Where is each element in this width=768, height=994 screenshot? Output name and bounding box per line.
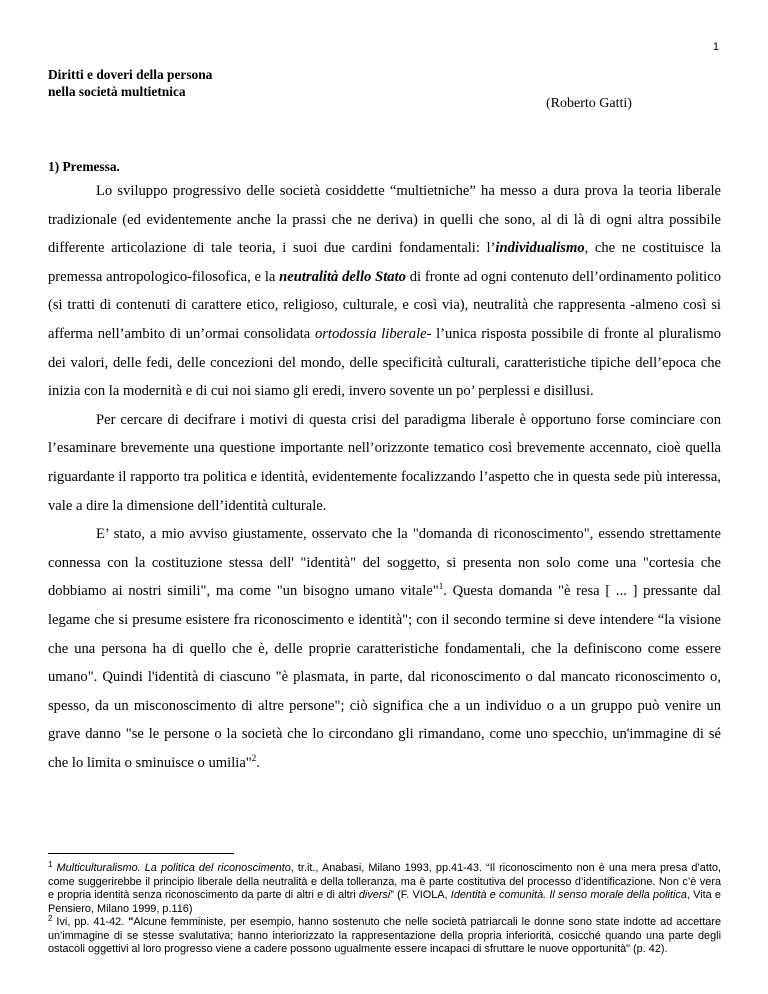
footnote-1-italic-3: Identità e comunità. Il senso morale della politica — [450, 889, 687, 901]
author-name: (Roberto Gatti) — [546, 96, 632, 111]
p1-text-2: , che ne costituisce la premessa antropologico-filosofica, e la — [48, 240, 721, 285]
document-title — [48, 66, 212, 100]
paragraph-1 — [48, 177, 721, 406]
paragraph-2: Per cercare di decifrare i motivi di questa crisi del paradigma liberale è opportuno forse cominciare con l’esaminare brevemente una questione importante nell’orizzonte tematico così brevemente accennato, cioè quella riguardante il rapporto tra politica e identità, evidentemente focalizzando l’aspetto che in questa sede più interessa, vale a dire la dimensione dell’identità culturale. — [48, 411, 721, 514]
footnote-2-quote-mark: " — [128, 916, 134, 928]
footnotes — [48, 862, 721, 957]
footnote-2-number: 2 — [48, 914, 53, 923]
footnote-1-text-2: ” (F. VIOLA, — [390, 889, 451, 901]
footnote-ref-1[interactable]: 1 — [438, 581, 444, 592]
paragraph-3 — [48, 520, 721, 777]
page-number: 1 — [712, 41, 719, 53]
term-individualismo: individualismo — [495, 240, 585, 257]
footnote-2 — [48, 916, 721, 957]
title-line-2: nella società multietnica — [48, 84, 186, 99]
term-ortodossia-liberale: ortodossia liberale — [314, 325, 427, 342]
p1-text-3: di fronte ad ogni contenuto dell’ordinamento politico (si tratti di contenuti di carattere etico, religioso, culturale, e così via), neutralità che rappresenta -almeno così si afferma nell’ambito di un’ormai consolidata — [48, 268, 721, 342]
footnote-divider — [48, 853, 234, 854]
p3-text-2: . Questa domanda "è resa [ ... ] pressante dal legame che si presume esistere fra riconoscimento e identità"; con il secondo termine si deve intendere “la visione che una persona ha di quello che è, delle proprie caratteristiche fondamentali, che la definiscono come essere umano". Quindi l'identità di ciascuno "è plasmata, in parte, dal riconoscimento o dal mancato riconoscimento o, spesso, da un misconoscimento di altre persone"; ciò significa che a un individuo o a un gruppo può venire un grave danno "se le persone o la società che lo circondano gli rimandano, come uno specchio, un'immagine di sé che lo limita o sminuisce o umilia" — [48, 583, 721, 771]
body-text — [48, 177, 721, 777]
p1-text-1: Lo sviluppo progressivo delle società cosiddette “multietniche” ha messo a dura prova la teoria liberale tradizionale (ed evidentemente anche la prassi che ne deriva) in quelli che sono, al di là di ogni altra possibile differente articolazione di tale teoria, i suoi due cardini fondamentali: l’ — [48, 183, 721, 257]
footnote-ref-2[interactable]: 2 — [251, 752, 257, 763]
footnote-1-number: 1 — [48, 860, 53, 869]
footnote-1-text-3: , Vita e Pensiero, Milano 1999, p.116) — [48, 889, 721, 915]
footnote-1 — [48, 862, 721, 916]
title-line-1: Diritti e doveri della persona — [48, 67, 213, 82]
p3-text-1: E’ stato, a mio avviso giustamente, osservato che la "domanda di riconoscimento", essendo strettamente connessa con la costituzione stessa dell' "identità" del soggetto, si presenta non solo come una "cortesia che dobbiamo ai nostri simili", ma come "un bisogno umano vitale" — [48, 526, 721, 600]
p3-text-3: . — [256, 754, 260, 771]
footnote-1-italic-1: Multiculturalismo. La politica del riconoscimento — [56, 862, 291, 874]
footnote-2-text-2: Alcune femministe, per esempio, hanno sostenuto che nelle società patriarcali le donne sono state indotte ad accettare un'immagine di se stesse svalutativa; hanno interiorizzato la rappresentazione della propria inferiorità, cosicché quando una parte degli ostacoli oggettivi al loro progresso viene a cadere possono ugualmente essere incapaci di sfruttare le nuove opportunità" (p. 42). — [48, 916, 722, 955]
footnote-1-italic-2: diversi — [358, 889, 391, 901]
term-neutralita-stato: neutralità dello Stato — [279, 268, 406, 285]
section-heading: 1) Premessa. — [48, 159, 120, 174]
p1-text-4: - l’unica risposta possibile di fronte al pluralismo dei valori, delle fedi, delle concezioni del mondo, delle specificità culturali, caratteristiche tipiche dell’epoca che inizia con la modernità e di cui noi siamo gli eredi, invero sovente un po’ perplessi e disillusi. — [48, 325, 721, 400]
footnote-2-text-1: Ivi, pp. 41-42. — [56, 916, 129, 928]
footnote-1-text-1: , tr.it., Anabasi, Milano 1993, pp.41-43. “Il riconoscimento non è una mera presa d’atto, come suggerirebbe il principio liberale della neutralità e della tolleranza, ma è parte costitutiva del processo d’identificazione. Non c’è vera e propria identità senza riconoscimento da parte di altri e di altri — [48, 862, 721, 901]
